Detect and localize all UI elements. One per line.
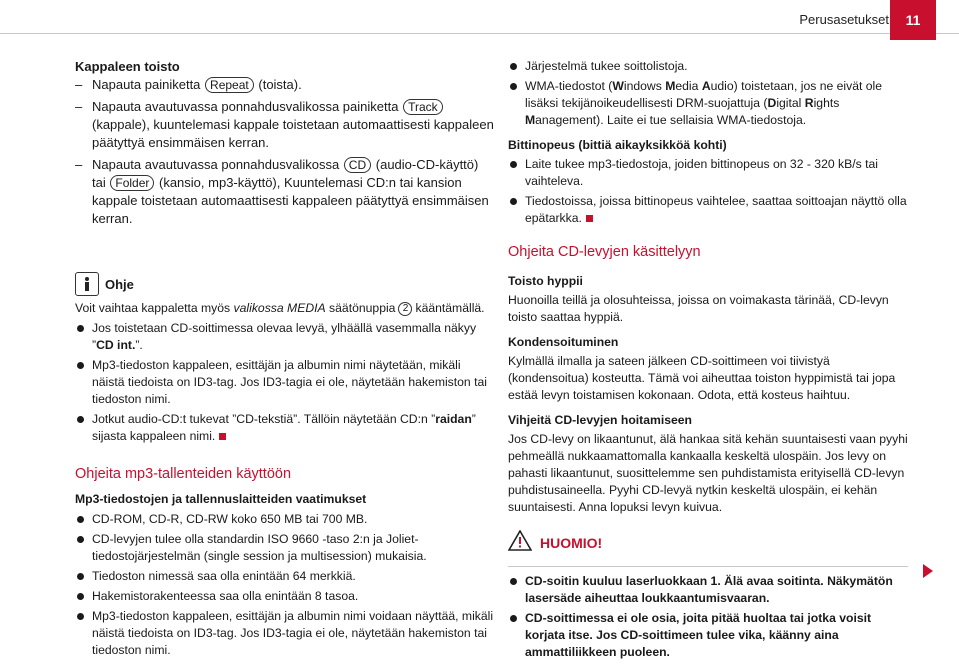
end-marker [586, 215, 593, 222]
warning-item: CD-soittimessa ei ole osia, joita pitää huoltaa tai jotka voisit korjata itse. Jos CD-soittimeen tulee vika, käänny aina ammattiliikkeen puoleen. [508, 610, 908, 661]
wma-bold: M [665, 79, 676, 93]
note-italic-text: valikossa MEDIA [233, 301, 326, 315]
requirement-item: CD-ROM, CD-R, CD-RW koko 650 MB tai 700 MB. [75, 511, 495, 528]
note-bullet [75, 320, 495, 354]
note-text: kääntämällä. [415, 301, 485, 315]
subheading-requirements: Mp3-tiedostojen ja tallennuslaitteiden vaatimukset [75, 492, 367, 506]
instruction-item [75, 156, 495, 228]
instruction-item [75, 76, 495, 94]
page-header-title: Perusasetukset [799, 12, 889, 27]
section-heading-repeat: Kappaleen toisto [75, 59, 180, 74]
note-text: Jos toistetaan CD-soittimessa olevaa levyä, ylhäällä vasemmalla näkyy ” [92, 321, 477, 352]
requirement-item: CD-levyjen tulee olla standardin ISO 9660 -taso 2:n ja Joliet-tiedostojärjestelmän (single session ja multisession) mukaisia. [75, 531, 495, 565]
note-bold-text: raidan [435, 412, 472, 426]
requirement-item: Tiedoston nimessä saa olla enintään 64 merkkiä. [75, 568, 495, 585]
right-column [508, 58, 908, 664]
left-column [75, 58, 495, 662]
list-item [508, 193, 908, 227]
instruction-text: Napauta avautuvassa ponnahdusvalikossa [92, 157, 340, 172]
instruction-text: (kappale), kuuntelemasi kappale toistetaan automaattisesti kappaleen päätyttyä ensimmäisen kerran. [92, 117, 494, 150]
list-item: Järjestelmä tukee soittolistoja. [508, 58, 908, 75]
note-text: ” sijasta kappaleen nimi. [92, 412, 476, 443]
warning-title: HUOMIO! [540, 534, 603, 551]
list-item [508, 78, 908, 129]
cd-tip-title: Vihjeitä CD-levyjen hoitamiseen [508, 413, 693, 427]
cd-tip-text: Jos CD-levy on likaantunut, älä hankaa sitä kehän suuntaisesti vaan pyyhi pehmeällä nukkaamattomalla kankaalla keskeltä ulospäin. Jos levy on pahasti likaantunut, suosittelemme sen puhdistamista erityisellä CD-levyn puhdistusaineella. Pyyhi CD-levyä nytkin keskeltä ulospäin, ei kehän suuntaisesti. Anna lopuksi levyn kuivua. [508, 432, 908, 514]
wma-text: ights [813, 96, 840, 110]
requirements-list [75, 511, 495, 659]
section-heading-cd: Ohjeita CD-levyjen käsittelyyn [508, 244, 701, 260]
instruction-item [75, 98, 495, 152]
wma-bold: M [525, 113, 536, 127]
list-item-text: Tiedostoissa, joissa bittinopeus vaihtelee, saattaa soittoajan näyttö olla epätarkka. [525, 194, 907, 225]
info-icon [75, 272, 99, 296]
instruction-text: (kansio, mp3-käyttö), Kuuntelemasi CD:n tai kansion kappale toistetaan automaattisesti kappaleen päätyttyä ensimmäisen kerran. [92, 175, 489, 226]
wma-bold: A [701, 79, 711, 93]
bitrate-heading: Bittinopeus (bittiä aikayksikköä kohti) [508, 138, 727, 152]
note-text: säätönuppia [325, 301, 396, 315]
end-marker [219, 433, 226, 440]
warning-divider [508, 566, 908, 567]
header-rule [0, 33, 959, 34]
wma-bold: D [767, 96, 777, 110]
note-bold-text: CD int. [96, 338, 136, 352]
cd-button[interactable]: CD [344, 157, 371, 173]
instruction-text: Napauta painiketta [92, 77, 201, 92]
note-header [75, 272, 495, 296]
section-heading-mp3: Ohjeita mp3-tallenteiden käyttöön [75, 466, 292, 482]
cd-tip-text: Huonoilla teillä ja olosuhteissa, joissa on voimakasta tärinää, CD-levyn toisto saattaa hyppiä. [508, 293, 889, 324]
cd-tip-title: Kondensoituminen [508, 335, 619, 349]
instruction-text: (audio-CD-käyttö) tai [92, 157, 479, 190]
warning-header [508, 530, 908, 556]
warning-item: CD-soitin kuuluu laserluokkaan 1. Älä avaa soitinta. Näkymätön lasersäde aiheuttaa loukkaantumisvaaran. [508, 573, 908, 607]
track-button[interactable]: Track [403, 99, 443, 115]
note-text: Voit vaihtaa kappaletta myös [75, 301, 234, 315]
wma-text: WMA-tiedostot ( [525, 79, 613, 93]
warning-triangle-icon [508, 530, 532, 556]
requirement-item: Mp3-tiedoston kappaleen, esittäjän ja albumin nimi voidaan näyttää, mikäli näistä tiedoista on ID3-tag. Jos ID3-tagia ei ole, näytetään hakemiston tai tiedoston nimi. [75, 608, 495, 659]
list-item: Laite tukee mp3-tiedostoja, joiden bittinopeus on 32 - 320 kB/s tai vaihteleva. [508, 156, 908, 190]
cd-tip-text: Kylmällä ilmalla ja sateen jälkeen CD-soittimeen voi tiivistyä (kondensoitua) kosteutta. Tämä voi aiheuttaa toiston hyppimistä tai jopa estää levyn toistamisen kokonaan. Odota, että kosteus haihtuu. [508, 354, 896, 402]
note-paragraph [75, 300, 495, 317]
requirement-item: Hakemistorakenteessa saa olla enintään 8 tasoa. [75, 588, 495, 605]
knob-number-badge: 2 [398, 302, 412, 316]
wma-bold: R [804, 96, 814, 110]
arrow-right-icon [923, 564, 933, 578]
folder-button[interactable]: Folder [110, 175, 154, 191]
cd-tip-title: Toisto hyppii [508, 274, 583, 288]
wma-text: anagement). Laite ei tue sellaisia WMA-tiedostoja. [535, 113, 807, 127]
note-text: Jotkut audio-CD:t tukevat ”CD-tekstiä”. Tällöin näytetään CD:n ” [92, 412, 436, 426]
wma-text: udio) toistetaan, jos ne eivät ole lisäksi tekijänoikeudellisesti DRM-suojattuja ( [525, 79, 883, 110]
note-text: ”. [135, 338, 143, 352]
note-title: Ohje [105, 276, 134, 292]
repeat-button[interactable]: Repeat [205, 77, 254, 93]
instruction-text: (toista). [258, 77, 302, 92]
wma-text: edia [675, 79, 702, 93]
note-bullet: Mp3-tiedoston kappaleen, esittäjän ja albumin nimi näytetään, mikäli näistä tiedoista on ID3-tag. Jos ID3-tagia ei ole, näytetään hakemiston tai tiedoston nimi. [75, 357, 495, 408]
wma-bold: W [612, 79, 624, 93]
note-bullet [75, 411, 495, 445]
wma-text: igital [776, 96, 805, 110]
instruction-text: Napauta avautuvassa ponnahdusvalikossa painiketta [92, 99, 399, 114]
wma-text: indows [623, 79, 666, 93]
page-number: 11 [890, 0, 936, 40]
